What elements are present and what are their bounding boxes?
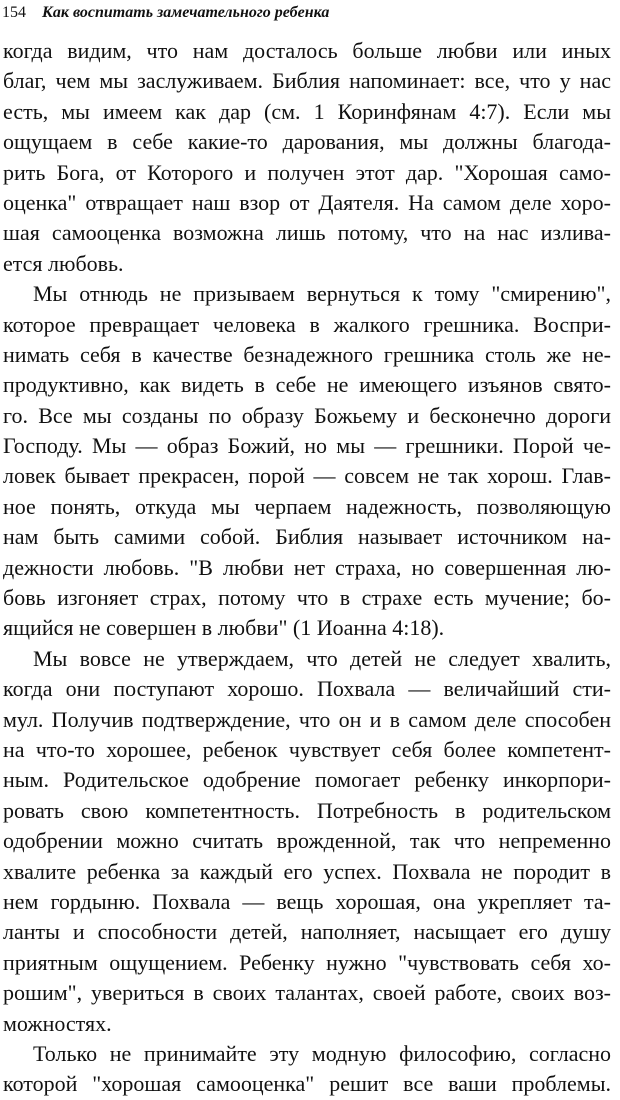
page-header	[2, 2, 612, 24]
text-line: которое превращает человека в жалкого грешника. Воспри-	[3, 311, 611, 337]
text-line: оценка" отвращает наш взор от Даятеля. На самом деле хоро-	[3, 189, 611, 215]
text-line: продуктивно, как видеть в себе не имеющего изъянов свято-	[3, 372, 611, 398]
text-line: нем гордыню. Похвала — вещь хорошая, она укрепляет та-	[3, 888, 611, 914]
text-line: когда видим, что нам досталось больше любви или иных	[3, 38, 611, 63]
running-title: Как воспитать замечательного ребенка	[42, 4, 330, 21]
text-line: ланты и способности детей, наполняет, насыщает его душу	[3, 919, 611, 945]
body-text	[3, 36, 611, 1100]
text-line: есть, мы имеем как дар (см. 1 Коринфянам 4:7). Если мы	[3, 98, 611, 124]
text-line: Мы отнюдь не призываем вернуться к тому "смирению",	[33, 281, 611, 307]
text-line: го. Все мы созданы по образу Божьему и бесконечно дороги	[3, 402, 611, 428]
text-line: одобрении можно считать врожденной, так что непременно	[3, 828, 611, 854]
text-line: шая самооценка возможна лишь потому, что на нас излива-	[3, 220, 611, 246]
text-line: ощущаем в себе какие-то дарования, мы должны благода-	[3, 129, 611, 155]
text-line: нам быть самими собой. Библия называет источником на-	[3, 524, 611, 550]
text-line: можностях.	[3, 1010, 112, 1036]
text-line: Только не принимайте эту модную философию, согласно	[33, 1040, 611, 1066]
text-line: ное понять, откуда мы черпаем надежность, позволяющую	[3, 493, 611, 519]
text-line: Господу. Мы — образ Божий, но мы — грешники. Порой че-	[3, 433, 611, 459]
text-line: когда они поступают хорошо. Похвала — величайший сти-	[3, 676, 611, 702]
text-line: приятным ощущением. Ребенку нужно "чувствовать себя хо-	[3, 949, 611, 975]
paragraph	[3, 36, 611, 279]
text-line: благ, чем мы заслуживаем. Библия напоминает: все, что у нас	[3, 68, 611, 94]
page-number: 154	[2, 4, 26, 21]
text-line: дежности любовь. "В любви нет страха, но совершенная лю-	[3, 554, 611, 580]
text-line: которой "хорошая самооценка" решит все ваши проблемы.	[3, 1071, 611, 1097]
text-line: ровать свою компетентность. Потребность в родительском	[3, 797, 611, 823]
paragraph	[3, 279, 611, 644]
text-line: мул. Получив подтверждение, что он и в самом деле способен	[3, 706, 611, 732]
text-line: хвалите ребенка за каждый его успех. Похвала не породит в	[3, 858, 611, 884]
text-line: на что-то хорошее, ребенок чувствует себя более компетент-	[3, 736, 611, 762]
text-line: ящийся не совершен в любви" (1 Иоанна 4:18).	[3, 615, 445, 641]
paragraph	[3, 644, 611, 1039]
text-line: ется любовь.	[3, 250, 124, 276]
text-line: нимать себя в качестве безнадежного грешника столь же не-	[3, 341, 611, 367]
text-line: ным. Родительское одобрение помогает ребенку инкорпори-	[3, 767, 611, 793]
paragraph	[3, 1039, 611, 1100]
text-line: бовь изгоняет страх, потому что в страхе есть мучение; бо-	[3, 585, 611, 611]
text-line: рошим", увериться в своих талантах, своей работе, своих воз-	[3, 980, 611, 1006]
text-line: Мы вовсе не утверждаем, что детей не следует хвалить,	[33, 645, 611, 671]
text-line: ловек бывает прекрасен, порой — совсем не так хорош. Глав-	[3, 463, 611, 489]
text-line: рить Бога, от Которого и получен этот дар. "Хорошая само-	[3, 159, 611, 185]
